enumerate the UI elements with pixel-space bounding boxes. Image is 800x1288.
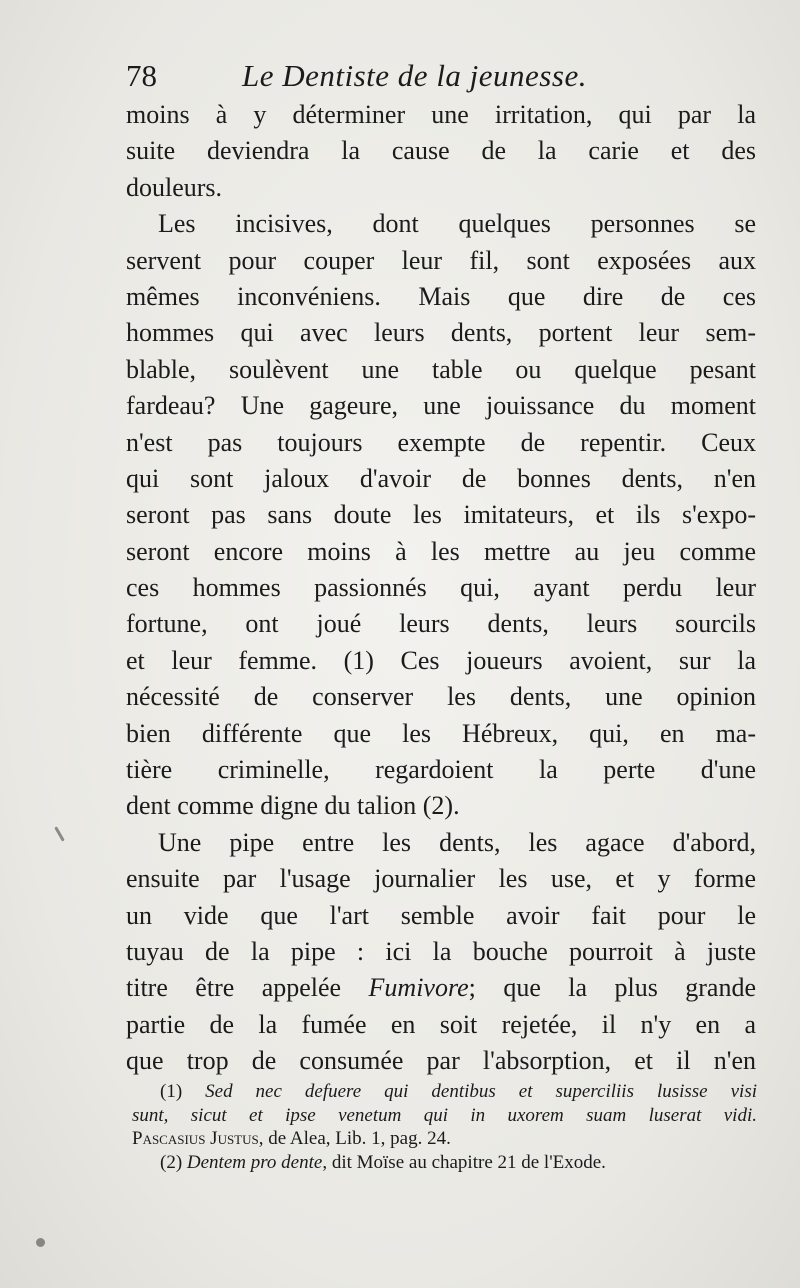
text-fragment: ; que la plus grande [468,973,757,1003]
text-line: fardeau? Une gageure, une jouissance du moment [126,391,756,421]
text-line: Une pipe entre les dents, les agace d'abord, [158,827,756,857]
text-line: bien différente que les Hébreux, qui, en ma- [126,718,756,748]
footnote-1-citation [132,1127,757,1151]
text-line: partie de la fumée en soit rejetée, il n'y en a [126,1009,756,1039]
footnote-text: , dit Moïse au chapitre 21 de l'Exode. [322,1151,606,1173]
text-line: dent comme digne du talion (2). [126,791,460,821]
running-title: Le Dentiste de la jeunesse. [242,58,587,93]
text-line: blable, soulèvent une table ou quelque pesant [126,354,756,384]
text-line: ces hommes passionnés qui, ayant perdu leur [126,573,756,603]
footnote-marker: (2) [160,1151,187,1173]
text-line: tière criminelle, regardoient la perte d'une [126,755,756,785]
text-line: que trop de consumée par l'absorption, et il n'en [126,1046,756,1076]
text-line: hommes qui avec leurs dents, portent leur sem- [126,318,756,348]
text-line: moins à y déterminer une irritation, qui par la [126,100,756,129]
ink-smudge [54,826,65,841]
running-head [126,56,766,96]
text-line: mêmes inconvéniens. Mais que dire de ces [126,281,756,311]
text-line: seront encore moins à les mettre au jeu comme [126,536,756,566]
text-line: nécessité de conserver les dents, une opinion [126,682,756,712]
footnote-2-line [132,1151,757,1175]
footnote-source: , de Alea, Lib. 1, pag. 24. [258,1128,451,1149]
body-text [126,97,756,1080]
text-line: ensuite par l'usage journalier les use, et y forme [126,864,756,894]
text-line: suite deviendra la cause de la carie et des [126,136,756,166]
page-number: 78 [126,58,157,93]
text-line: et leur femme. (1) Ces joueurs avoient, sur la [126,645,756,675]
text-line: Les incisives, dont quelques personnes se [158,209,756,239]
text-line: tuyau de la pipe : ici la bouche pourroit à juste [126,936,756,966]
text-fragment: titre être appelée [126,973,369,1003]
text-line: un vide que l'art semble avoir fait pour le [126,900,756,930]
text-line-fumivore [126,970,756,1006]
footnote-text: Sed nec defuere qui dentibus et superciliis lusisse visi [205,1081,757,1102]
footnote-italic: Dentem pro dente [186,1151,323,1173]
text-line: douleurs. [126,172,223,202]
footnote-marker: (1) [160,1081,206,1102]
text-line: n'est pas toujours exempte de repentir. Ceux [126,427,756,457]
text-line: qui sont jaloux d'avoir de bonnes dents, n'en [126,463,756,493]
italic-term: Fumivore [368,973,469,1003]
text-line: seront pas sans doute les imitateurs, et ils s'expo- [126,500,756,530]
footnotes [132,1080,757,1174]
text-line: fortune, ont joué leurs dents, leurs sourcils [126,609,756,639]
text-line: servent pour couper leur fil, sont exposées aux [126,245,756,275]
footnote-author: Pascasius Justus [132,1128,259,1149]
footnote-1-line: sunt, sicut et ipse venetum qui in uxorem suam luserat vidi. [132,1104,757,1126]
ink-smudge [36,1238,45,1247]
footnote-1-line [132,1080,757,1104]
